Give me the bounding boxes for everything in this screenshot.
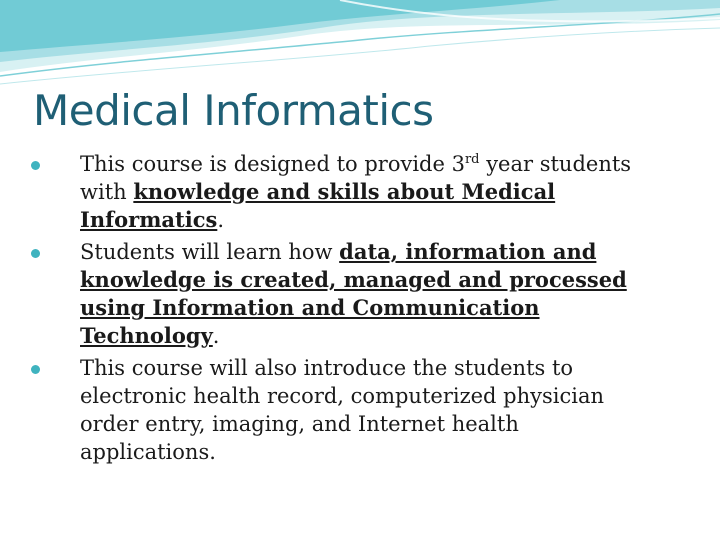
bullet-text (80, 150, 680, 234)
bullet-line: knowledge is created, managed and processed (80, 267, 627, 292)
bullet-line: order entry, imaging, and Internet health (80, 412, 519, 436)
bullet-line: This course is designed to provide 3rd year students (80, 152, 632, 176)
bullet-dot-icon (31, 161, 40, 170)
bullet-dot-icon (31, 249, 40, 258)
bullet-line: electronic health record, computerized physician (80, 384, 605, 408)
bullet-line: using Information and Communication (80, 295, 540, 320)
bullet-line: Informatics. (80, 207, 224, 232)
bullet-line: Students will learn how data, information and (80, 239, 597, 264)
bullet-dot-icon (31, 365, 40, 374)
bullet-line: This course will also introduce the students to (80, 356, 574, 380)
bullet-line: with knowledge and skills about Medical (80, 179, 556, 204)
bullet-line: applications. (80, 440, 216, 464)
header-wave-decoration (0, 0, 720, 90)
bullet-text (80, 238, 680, 350)
bullet-line: Technology. (80, 323, 220, 348)
slide-title: Medical Informatics (33, 86, 434, 135)
bullet-text (80, 354, 680, 466)
